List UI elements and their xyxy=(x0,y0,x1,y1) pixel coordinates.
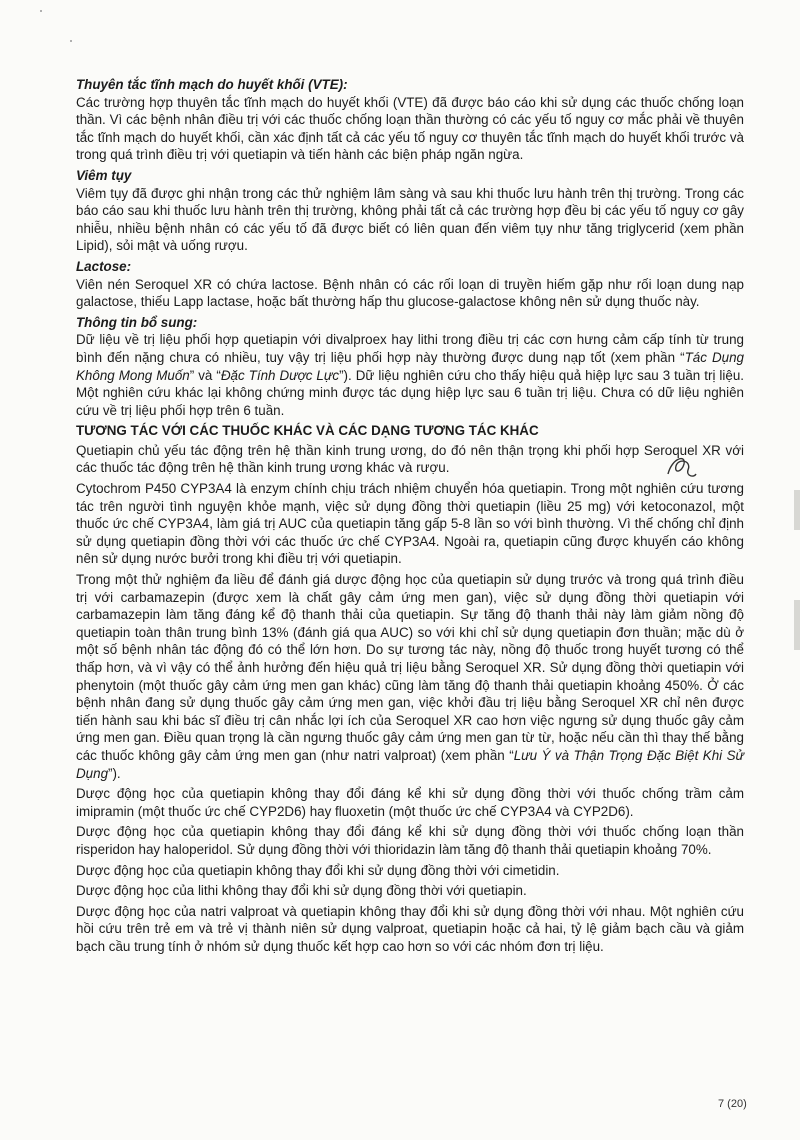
paragraph-additional xyxy=(76,331,744,419)
scan-speck xyxy=(70,40,72,42)
paragraph-interactions-2: Cytochrom P450 CYP3A4 là enzym chính chịu trách nhiệm chuyển hóa quetiapin. Trong một nghiên cứu tương tác trên người tình nguyện khỏe mạnh, việc sử dụng đồng thời quetiapin (liều 25 mg) với ketoconazol, một thuốc ức chế CYP3A4, làm giá trị AUC của quetiapin tăng gấp 5-8 lần so với bình thường. Vì thế chống chỉ định sử dụng quetiapin đồng thời với các thuốc ức chế CYP3A4. Ngoài ra, quetiapin cũng được khuyến cáo không nên sử dụng nước bưởi trong khi điều trị với quetiapin. xyxy=(76,481,744,567)
paragraph-interactions-7: Dược động học của lithi không thay đổi khi sử dụng đồng thời với quetiapin. xyxy=(76,883,527,899)
handwritten-initial xyxy=(664,452,698,482)
paragraph-vte: Các trường hợp thuyên tắc tĩnh mạch do huyết khối (VTE) đã được báo cáo khi sử dụng các thuốc chống loạn thần. Vì các bệnh nhân điều trị với các thuốc chống loạn thần thường có các yếu tố nguy cơ mắc phải về thuyên tắc tĩnh mạch do huyết khối, cần xác định tất cả các yếu tố nguy cơ thuyên tắc tĩnh mạch do huyết khối trước và trong quá trình điều trị với quetiapin và tiến hành các biện pháp ngăn ngừa. xyxy=(76,94,744,163)
cross-reference: Đặc Tính Dược Lực xyxy=(220,367,340,383)
paragraph-interactions-6: Dược động học của quetiapin không thay đổi khi sử dụng đồng thời với cimetidin. xyxy=(76,862,560,878)
text-run: Dữ liệu về trị liệu phối hợp quetiapin với divalproex hay lithi trong điều trị các cơn hưng cảm cấp tính từ trung bình đến nặng chưa có nhiều, tuy vậy trị liệu phối hợp này thường được dung nạp tốt (xem phần “ xyxy=(76,332,744,365)
section-title-lactose: Lactose: xyxy=(76,258,132,274)
scan-edge-mark xyxy=(794,600,800,650)
scan-speck xyxy=(40,10,42,12)
paragraph-interactions-1: Quetiapin chủ yếu tác động trên hệ thần kinh trung ương, do đó nên thận trọng khi phối hợp Seroquel XR với các thuốc tác động trên hệ thần kinh trung ương khác và rượu. xyxy=(76,442,744,476)
section-title-additional: Thông tin bổ sung: xyxy=(76,314,198,330)
paragraph-pancreatitis: Viêm tụy đã được ghi nhận trong các thử nghiệm lâm sàng và sau khi thuốc lưu hành trên thị trường. Trong các báo cáo sau khi thuốc lưu hành trên thị trường, không phải tất cả các trường hợp đều bị các yếu tố nguy cơ gây nhiễu, nhiều bệnh nhân có các yếu tố đã được biết có liên quan đến viêm tụy như tăng triglycerid (xem phần Lipid), sỏi mật và uống rượu. xyxy=(76,185,744,254)
document-page xyxy=(76,76,744,959)
text-run: ” và “ xyxy=(189,367,221,383)
section-title-interactions: TƯƠNG TÁC VỚI CÁC THUỐC KHÁC VÀ CÁC DẠNG TƯƠNG TÁC KHÁC xyxy=(76,423,539,439)
cross-reference: Tác Dụng Không Mong Muốn xyxy=(76,349,745,383)
scan-edge-mark xyxy=(794,490,800,530)
page-number: 7 (20) xyxy=(718,1098,747,1110)
cross-reference: Lưu Ý và Thận Trọng Đặc Biệt Khi Sử Dụng xyxy=(76,747,744,781)
paragraph-interactions-5: Dược động học của quetiapin không thay đổi đáng kể khi sử dụng đồng thời với thuốc chống loạn thần risperidon hay haloperidol. Sử dụng đồng thời với thioridazin làm tăng độ thanh thải quetiapin khoảng 70%. xyxy=(76,824,744,857)
text-run: Trong một thử nghiệm đa liều để đánh giá dược động học của quetiapin sử dụng trước và trong quá trình điều trị với carbamazepin (được xem là chất gây cảm ứng men gan), việc sử dụng đồng thời quetiapin với carbamazepin làm tăng đáng kể độ thanh thải của quetiapin. Sự tăng độ thanh thải này làm giảm nồng độ quetiapin toàn thân trung bình 13% (đánh giá qua AUC) so với khi chỉ sử dụng quetiapin đơn thuần; mặc dù ở một số bệnh nhân tác động đó có thể lớn hơn. Do sự tương tác này, nồng độ thuốc trong huyết tương có thể thấp hơn, và vì vậy có thể ảnh hưởng đến hiệu quả trị liệu bằng Seroquel XR. Sử dụng đồng thời quetiapin với phenytoin (một thuốc gây cảm ứng men gan khác) cũng làm tăng độ thanh thải quetiapin khoảng 450%. Ở các bệnh nhân đang sử dụng thuốc gây cảm ứng men gan, việc khởi đầu trị liệu bằng Seroquel XR chỉ nên được tiến hành sau khi bác sĩ điều trị cân nhắc lợi ích của Seroquel XR cao hơn việc ngưng sử dụng thuốc gây cảm ứng men gan. Điều quan trọng là cần ngưng thuốc gây cảm ứng men gan từ từ, hoặc nếu cần thì thay thế bằng các thuốc không gây cảm ứng men gan (như natri valproat) (xem phần “ xyxy=(76,572,744,763)
paragraph-interactions-3 xyxy=(76,571,744,782)
text-run: ”). xyxy=(108,765,121,781)
text-run: ”). Dữ liệu nghiên cứu cho thấy hiệu quả hiệp lực sau 3 tuần trị liệu. Một nghiên cứu khác lại không chứng minh được tác dụng hiệp lực sau 6 tuần trị liệu. Chưa có dữ liệu nghiên cứu về trị liệu phối hợp trên 6 tuần. xyxy=(76,367,744,418)
section-title-vte: Thuyên tắc tĩnh mạch do huyết khối (VTE): xyxy=(76,77,348,92)
paragraph-interactions-8: Dược động học của natri valproat và quetiapin không thay đổi khi sử dụng đồng thời với nhau. Một nghiên cứu hồi cứu trên trẻ em và trẻ vị thành niên sử dụng valproat, quetiapin hoặc cả hai, tỷ lệ giảm bạch cầu và giảm bạch cầu trung tính ở nhóm sử dụng thuốc kết hợp cao hơn so với các nhóm đơn trị liệu. xyxy=(76,903,744,954)
paragraph-interactions-4: Dược động học của quetiapin không thay đổi đáng kể khi sử dụng đồng thời với thuốc chống trầm cảm imipramin (một thuốc ức chế CYP2D6) hay fluoxetin (một thuốc ức chế CYP3A4 và CYP2D6). xyxy=(76,786,744,819)
paragraph-lactose: Viên nén Seroquel XR có chứa lactose. Bệnh nhân có các rối loạn di truyền hiếm gặp như rối loạn dung nạp galactose, thiếu Lapp lactase, hoặc bất thường hấp thu glucose-galactose không nên sử dụng thuốc này. xyxy=(76,276,744,310)
section-title-pancreatitis: Viêm tụy xyxy=(76,167,132,183)
